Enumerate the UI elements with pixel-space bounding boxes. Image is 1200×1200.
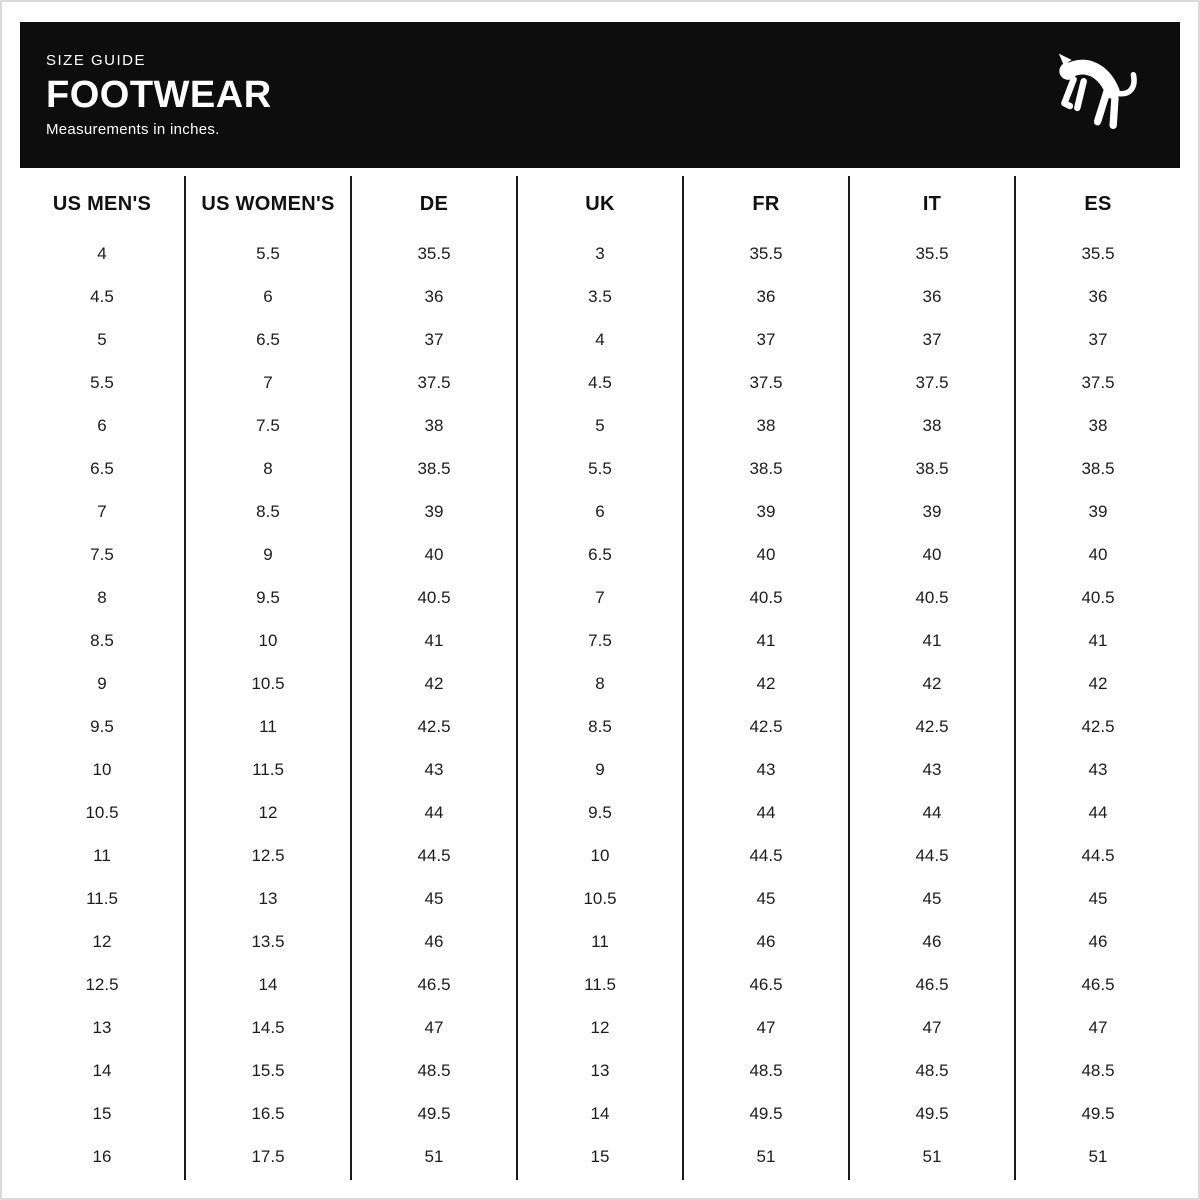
size-cell: 43 bbox=[922, 759, 942, 779]
size-cell: 10 bbox=[92, 759, 112, 779]
size-cell: 38.5 bbox=[915, 458, 949, 478]
size-cell: 9.5 bbox=[588, 802, 612, 822]
size-cell: 47 bbox=[922, 1017, 942, 1037]
size-cell: 7.5 bbox=[256, 415, 280, 435]
size-cell: 12 bbox=[258, 802, 278, 822]
column-header: DE bbox=[419, 192, 449, 215]
column-header: IT bbox=[922, 192, 942, 215]
size-cell: 4.5 bbox=[588, 372, 612, 392]
size-cell: 46 bbox=[1088, 931, 1108, 951]
size-cell: 7.5 bbox=[90, 544, 114, 564]
size-cell: 40 bbox=[756, 544, 776, 564]
size-cell: 38 bbox=[1088, 415, 1108, 435]
size-cell: 13 bbox=[92, 1017, 112, 1037]
table-column bbox=[684, 176, 850, 1180]
size-cell: 42.5 bbox=[417, 716, 451, 736]
size-cell: 43 bbox=[424, 759, 444, 779]
size-cell: 37 bbox=[756, 329, 776, 349]
size-cell: 42 bbox=[1088, 673, 1108, 693]
size-cell: 35.5 bbox=[749, 243, 783, 263]
size-cell: 42.5 bbox=[749, 716, 783, 736]
size-cell: 38.5 bbox=[417, 458, 451, 478]
size-cell: 8 bbox=[595, 673, 605, 693]
size-cell: 37 bbox=[1088, 329, 1108, 349]
size-cell: 14.5 bbox=[251, 1017, 285, 1037]
size-cell: 48.5 bbox=[915, 1060, 949, 1080]
size-cell: 8.5 bbox=[256, 501, 280, 521]
size-cell: 9.5 bbox=[256, 587, 280, 607]
table-column bbox=[352, 176, 518, 1180]
size-cell: 10 bbox=[258, 630, 278, 650]
size-cell: 9 bbox=[97, 673, 107, 693]
size-cell: 8 bbox=[97, 587, 107, 607]
size-cell: 8 bbox=[263, 458, 273, 478]
size-cell: 41 bbox=[756, 630, 776, 650]
size-cell: 48.5 bbox=[1081, 1060, 1115, 1080]
table-column bbox=[1016, 176, 1180, 1180]
size-cell: 44.5 bbox=[749, 845, 783, 865]
size-cell: 6 bbox=[263, 286, 273, 306]
size-cell: 44 bbox=[424, 802, 444, 822]
size-cell: 40 bbox=[922, 544, 942, 564]
size-cell: 14 bbox=[92, 1060, 112, 1080]
size-cell: 39 bbox=[922, 501, 942, 521]
size-guide-kicker: SIZE GUIDE bbox=[46, 52, 147, 69]
size-cell: 15 bbox=[590, 1146, 610, 1166]
size-cell: 13 bbox=[590, 1060, 610, 1080]
size-cell: 10.5 bbox=[251, 673, 285, 693]
size-cell: 51 bbox=[424, 1146, 444, 1166]
size-cell: 16.5 bbox=[251, 1103, 285, 1123]
size-cell: 46.5 bbox=[915, 974, 949, 994]
size-cell: 16 bbox=[92, 1146, 112, 1166]
size-cell: 12.5 bbox=[251, 845, 285, 865]
size-cell: 38.5 bbox=[1081, 458, 1115, 478]
column-header: FR bbox=[752, 192, 780, 215]
size-cell: 42 bbox=[424, 673, 444, 693]
size-cell: 51 bbox=[756, 1146, 776, 1166]
column-header: US MEN'S bbox=[52, 192, 152, 215]
size-cell: 5 bbox=[97, 329, 107, 349]
size-cell: 38.5 bbox=[749, 458, 783, 478]
size-cell: 38 bbox=[922, 415, 942, 435]
size-cell: 44 bbox=[756, 802, 776, 822]
size-cell: 39 bbox=[756, 501, 776, 521]
size-cell: 45 bbox=[922, 888, 942, 908]
size-cell: 12.5 bbox=[85, 974, 119, 994]
size-cell: 36 bbox=[756, 286, 776, 306]
table-column bbox=[518, 176, 684, 1180]
size-cell: 46.5 bbox=[417, 974, 451, 994]
size-cell: 14 bbox=[590, 1103, 610, 1123]
size-cell: 40.5 bbox=[749, 587, 783, 607]
size-cell: 11.5 bbox=[584, 974, 616, 994]
size-cell: 40 bbox=[424, 544, 444, 564]
size-cell: 35.5 bbox=[1081, 243, 1115, 263]
size-cell: 47 bbox=[424, 1017, 444, 1037]
size-cell: 44 bbox=[1088, 802, 1108, 822]
size-cell: 37.5 bbox=[417, 372, 451, 392]
size-cell: 37 bbox=[424, 329, 444, 349]
size-cell: 5.5 bbox=[256, 243, 280, 263]
size-cell: 38 bbox=[756, 415, 776, 435]
size-cell: 37.5 bbox=[1081, 372, 1115, 392]
size-cell: 7 bbox=[263, 372, 273, 392]
size-cell: 49.5 bbox=[749, 1103, 783, 1123]
size-cell: 44.5 bbox=[417, 845, 451, 865]
size-cell: 8.5 bbox=[588, 716, 612, 736]
puma-cat-logo-icon bbox=[1044, 49, 1140, 141]
size-cell: 41 bbox=[424, 630, 444, 650]
size-cell: 46.5 bbox=[1081, 974, 1115, 994]
size-cell: 42.5 bbox=[1081, 716, 1115, 736]
size-cell: 46 bbox=[424, 931, 444, 951]
size-cell: 49.5 bbox=[417, 1103, 451, 1123]
size-cell: 10.5 bbox=[583, 888, 617, 908]
size-cell: 41 bbox=[922, 630, 942, 650]
size-cell: 6.5 bbox=[90, 458, 114, 478]
size-cell: 3 bbox=[595, 243, 605, 263]
size-cell: 44.5 bbox=[1081, 845, 1115, 865]
size-cell: 5 bbox=[595, 415, 605, 435]
size-cell: 11.5 bbox=[252, 759, 284, 779]
size-cell: 42 bbox=[756, 673, 776, 693]
size-cell: 13 bbox=[258, 888, 278, 908]
size-cell: 9.5 bbox=[90, 716, 114, 736]
size-cell: 5.5 bbox=[588, 458, 612, 478]
size-cell: 48.5 bbox=[417, 1060, 451, 1080]
size-cell: 44 bbox=[922, 802, 942, 822]
size-cell: 35.5 bbox=[417, 243, 451, 263]
size-cell: 36 bbox=[922, 286, 942, 306]
size-cell: 46 bbox=[922, 931, 942, 951]
size-cell: 46.5 bbox=[749, 974, 783, 994]
size-cell: 3.5 bbox=[588, 286, 612, 306]
size-cell: 40.5 bbox=[1081, 587, 1115, 607]
size-cell: 9 bbox=[595, 759, 605, 779]
size-cell: 11.5 bbox=[86, 888, 118, 908]
size-cell: 45 bbox=[1088, 888, 1108, 908]
column-header: UK bbox=[585, 192, 615, 215]
size-cell: 42.5 bbox=[915, 716, 949, 736]
size-cell: 4 bbox=[97, 243, 107, 263]
size-cell: 43 bbox=[756, 759, 776, 779]
size-cell: 41 bbox=[1088, 630, 1108, 650]
size-cell: 49.5 bbox=[915, 1103, 949, 1123]
size-cell: 47 bbox=[1088, 1017, 1108, 1037]
size-cell: 7 bbox=[595, 587, 605, 607]
size-cell: 6.5 bbox=[588, 544, 612, 564]
size-cell: 40.5 bbox=[417, 587, 451, 607]
size-cell: 36 bbox=[424, 286, 444, 306]
size-cell: 13.5 bbox=[251, 931, 285, 951]
size-cell: 10 bbox=[590, 845, 610, 865]
table-column bbox=[20, 176, 186, 1180]
banner-text bbox=[46, 52, 272, 138]
size-cell: 7.5 bbox=[588, 630, 612, 650]
size-cell: 12 bbox=[590, 1017, 610, 1037]
size-cell: 39 bbox=[424, 501, 444, 521]
size-cell: 46 bbox=[756, 931, 776, 951]
size-cell: 35.5 bbox=[915, 243, 949, 263]
size-cell: 48.5 bbox=[749, 1060, 783, 1080]
size-cell: 4.5 bbox=[90, 286, 114, 306]
size-cell: 44.5 bbox=[915, 845, 949, 865]
size-cell: 45 bbox=[424, 888, 444, 908]
size-cell: 14 bbox=[258, 974, 278, 994]
size-cell: 11 bbox=[93, 845, 111, 865]
size-cell: 43 bbox=[1088, 759, 1108, 779]
size-cell: 40 bbox=[1088, 544, 1108, 564]
size-cell: 49.5 bbox=[1081, 1103, 1115, 1123]
size-cell: 38 bbox=[424, 415, 444, 435]
size-cell: 15.5 bbox=[251, 1060, 285, 1080]
size-cell: 51 bbox=[922, 1146, 942, 1166]
page-title: FOOTWEAR bbox=[46, 74, 272, 116]
size-cell: 51 bbox=[1088, 1146, 1108, 1166]
size-cell: 47 bbox=[756, 1017, 776, 1037]
size-cell: 6 bbox=[595, 501, 605, 521]
size-cell: 15 bbox=[92, 1103, 112, 1123]
size-cell: 45 bbox=[756, 888, 776, 908]
size-cell: 12 bbox=[92, 931, 112, 951]
size-cell: 9 bbox=[263, 544, 273, 564]
size-cell: 6.5 bbox=[256, 329, 280, 349]
size-cell: 7 bbox=[97, 501, 107, 521]
size-cell: 11 bbox=[591, 931, 609, 951]
size-cell: 17.5 bbox=[251, 1146, 285, 1166]
size-cell: 40.5 bbox=[915, 587, 949, 607]
size-cell: 10.5 bbox=[85, 802, 119, 822]
size-cell: 8.5 bbox=[90, 630, 114, 650]
size-cell: 11 bbox=[259, 716, 277, 736]
column-header: US WOMEN'S bbox=[201, 192, 335, 215]
size-cell: 5.5 bbox=[90, 372, 114, 392]
size-cell: 37.5 bbox=[749, 372, 783, 392]
size-cell: 39 bbox=[1088, 501, 1108, 521]
column-header: ES bbox=[1084, 192, 1112, 215]
table-column bbox=[186, 176, 352, 1180]
size-cell: 37 bbox=[922, 329, 942, 349]
measurements-note: Measurements in inches. bbox=[46, 121, 220, 138]
size-cell: 6 bbox=[97, 415, 107, 435]
table-column bbox=[850, 176, 1016, 1180]
banner bbox=[20, 22, 1180, 168]
size-cell: 36 bbox=[1088, 286, 1108, 306]
size-cell: 42 bbox=[922, 673, 942, 693]
size-cell: 37.5 bbox=[915, 372, 949, 392]
size-cell: 4 bbox=[595, 329, 605, 349]
size-table bbox=[20, 176, 1180, 1180]
